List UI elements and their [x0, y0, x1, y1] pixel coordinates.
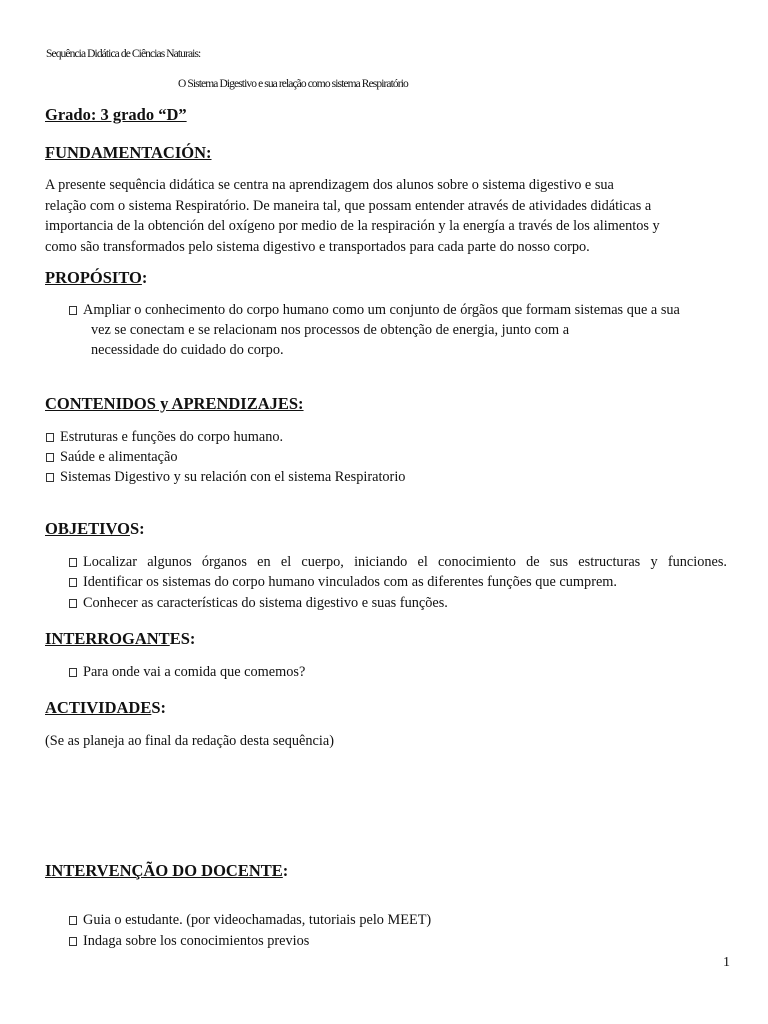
fundamentacion-line: relação com o sistema Respiratório. De maneira tal, que possam entender através de atividades didáticas a — [45, 197, 652, 214]
interrogantes-heading-text: INTERROGANT — [45, 629, 170, 648]
contenidos-heading-text: CONTENIDOS y APRENDIZAJES: — [45, 394, 304, 413]
actividades-heading-suffix: S: — [151, 698, 167, 717]
intervencao-item-text: Indaga sobre los conocimientos previos — [83, 933, 310, 949]
contenidos-item-text: Saúde e alimentação — [60, 449, 178, 465]
proposito-bullet-line-1: Ampliar o conhecimento do corpo humano como um conjunto de órgãos que formam sistemas que a sua — [83, 302, 680, 318]
fundamentacion-line: importancia de la obtención del oxígeno por medio de la respiración y la energía a través de los alimentos y — [45, 218, 660, 234]
objetivos-item — [69, 572, 617, 592]
objetivos-heading — [45, 519, 145, 539]
intervencao-item — [69, 931, 309, 951]
fundamentacion-paragraph — [45, 175, 735, 257]
contenidos-item-text: Estruturas e funções do corpo humano. — [60, 429, 284, 445]
objetivos-item-text: Localizar algunos órganos en el cuerpo, iniciando el conocimiento de sus estructuras y funciones. — [83, 554, 727, 570]
interrogantes-item — [69, 662, 305, 682]
checkbox-bullet-icon — [69, 558, 77, 567]
proposito-bullet-line-3: necessidade do cuidado do corpo. — [91, 342, 284, 358]
interrogantes-item-text: Para onde vai a comida que comemos? — [83, 664, 306, 680]
checkbox-bullet-icon — [46, 433, 54, 442]
intervencao-heading — [45, 861, 288, 881]
proposito-heading — [45, 268, 147, 288]
page-number: 1 — [723, 955, 730, 970]
header-line-1: Sequência Didática de Ciências Naturais: — [46, 48, 201, 60]
checkbox-bullet-icon — [69, 306, 77, 315]
interrogantes-heading — [45, 629, 195, 649]
fundamentacion-heading — [45, 143, 212, 163]
proposito-bullet — [69, 300, 680, 320]
proposito-heading-text: PROPÓSITO — [45, 268, 142, 287]
checkbox-bullet-icon — [46, 453, 54, 462]
checkbox-bullet-icon — [69, 916, 77, 925]
intervencao-heading-text: INTERVENÇÃO DO DOCENTE — [45, 861, 283, 880]
header-line-2: O Sistema Digestivo e sua relação como sistema Respiratório — [178, 78, 408, 90]
proposito-bullet-line-2: vez se conectam e se relacionam nos processos de obtenção de energia, junto com a — [91, 322, 570, 338]
fundamentacion-line: A presente sequência didática se centra na aprendizagem dos alunos sobre o sistema digestivo e sua — [45, 177, 614, 193]
objetivos-item-text: Identificar os sistemas do corpo humano vinculados com as diferentes funções que cumprem. — [83, 574, 617, 590]
checkbox-bullet-icon — [69, 578, 77, 587]
grade-title: Grado: 3 grado “D” — [45, 105, 187, 124]
objetivos-item-text: Conhecer as características do sistema digestivo e suas funções. — [83, 595, 448, 611]
intervencao-item — [69, 910, 431, 930]
fundamentacion-line: como são transformados pelo sistema digestivo e transportados para cada parte do nosso corpo. — [45, 238, 590, 255]
checkbox-bullet-icon — [69, 668, 77, 677]
checkbox-bullet-icon — [69, 937, 77, 946]
objetivos-heading-text: OBJETIVO — [45, 519, 130, 538]
contenidos-item — [46, 447, 178, 467]
actividades-text: (Se as planeja ao final da redação desta sequência) — [45, 733, 334, 749]
proposito-heading-suffix: : — [141, 268, 148, 287]
fundamentacion-heading-text: FUNDAMENTACIÓN: — [45, 143, 212, 162]
contenidos-item — [46, 427, 283, 447]
actividades-heading — [45, 698, 166, 718]
contenidos-heading — [45, 394, 304, 414]
interrogantes-heading-suffix: ES: — [169, 629, 196, 648]
objetivos-item — [69, 593, 448, 613]
checkbox-bullet-icon — [69, 599, 77, 608]
objetivos-heading-suffix: S: — [129, 519, 145, 538]
contenidos-item-text: Sistemas Digestivo y su relación con el sistema Respiratorio — [60, 469, 406, 485]
objetivos-item — [69, 552, 727, 572]
checkbox-bullet-icon — [46, 473, 54, 482]
actividades-heading-text: ACTIVIDADE — [45, 698, 152, 717]
contenidos-item — [46, 467, 405, 487]
intervencao-item-text: Guia o estudante. (por videochamadas, tutoriais pelo MEET) — [83, 912, 432, 928]
intervencao-heading-suffix: : — [282, 861, 289, 880]
